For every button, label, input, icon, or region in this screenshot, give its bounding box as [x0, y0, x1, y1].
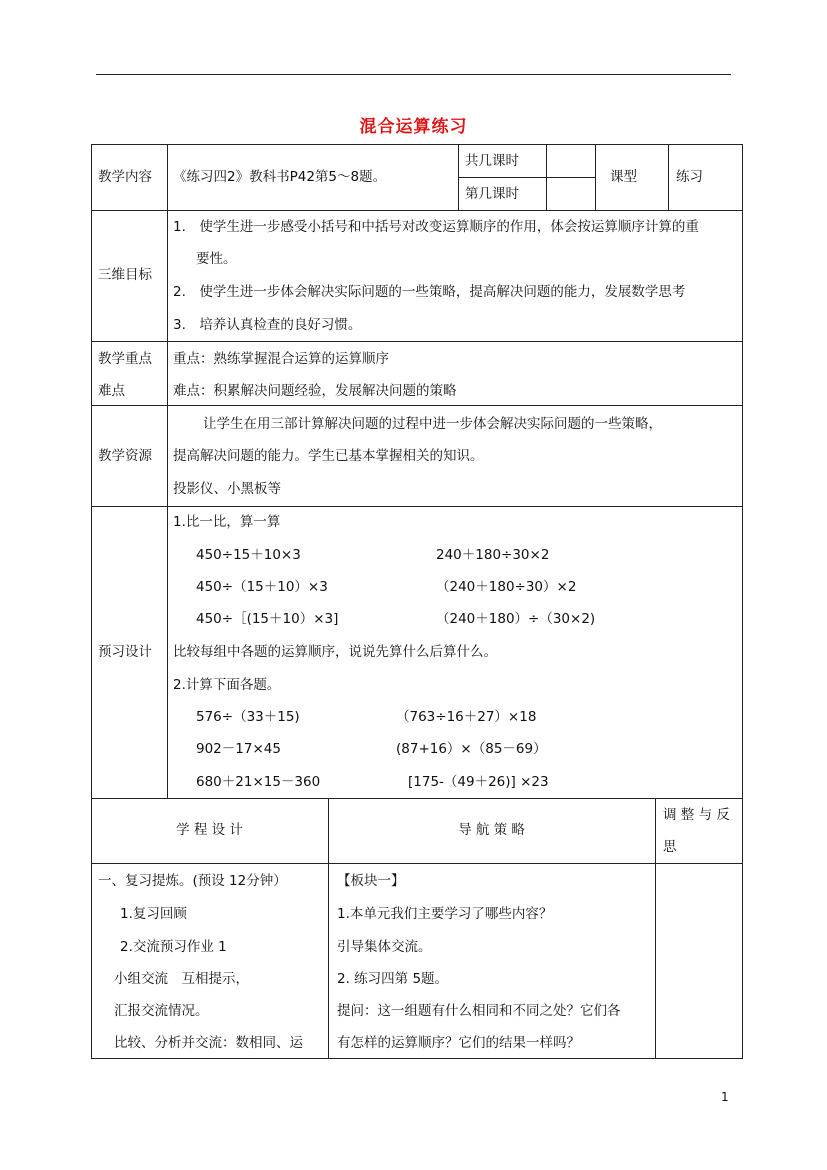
process-left-line: 一、复习提炼。(预设 12分钟） [98, 873, 287, 889]
process-right-line: 1.本单元我们主要学习了哪些内容？ [337, 906, 553, 922]
page-number: 1 [721, 1090, 729, 1104]
process-left-line: 比较、分析并交流：数相同、运 [114, 1035, 303, 1051]
goal-item: 3. 培养认真检查的良好习惯。 [173, 317, 362, 333]
process-right-line: 引导集体交流。 [337, 939, 432, 955]
expression: [175-（49＋26)] ×23 [408, 774, 549, 790]
preview-heading: 1.比一比，算一算 [173, 514, 281, 530]
content-value: 《练习四2》教科书P42第5～8题。 [173, 169, 387, 185]
lesson-type-value: 练习 [676, 169, 703, 185]
resources-line: 投影仪、小黑板等 [173, 481, 281, 497]
which-hour-label: 第几课时 [465, 186, 519, 202]
row-divider [91, 210, 743, 211]
row-divider [91, 405, 743, 406]
expression: （240＋180÷30）×2 [436, 579, 577, 595]
header-rule [96, 74, 731, 75]
process-right-line: 有怎样的运算顺序？它们的结果一样吗？ [337, 1035, 580, 1051]
difficulty-text: 难点：积累解决问题经验，发展解决问题的策略 [173, 383, 457, 399]
process-left-line: 小组交流 互相提示， [114, 971, 249, 987]
difficulty-label: 难点 [98, 383, 125, 399]
col-divider [668, 144, 669, 210]
expression: （240＋180）÷（30×2) [436, 611, 596, 627]
process-right-line: 【板块一】 [337, 873, 405, 889]
resources-line: 提高解决问题的能力。学生已基本掌握相关的知识。 [173, 448, 484, 464]
preview-note: 比较每组中各题的运算顺序，说说先算什么后算什么。 [173, 644, 497, 660]
col-divider [655, 798, 656, 1059]
reflection-col-header: 调 整 与 反 [663, 807, 730, 823]
goal-item: 2. 使学生进一步体会解决实际问题的一些策略，提高解决问题的能力，发展数学思考 [173, 284, 686, 300]
expression: 450÷15＋10×3 [196, 547, 301, 563]
lesson-type-label: 课型 [610, 169, 637, 185]
process-left-line: 1.复习回顾 [120, 906, 187, 922]
strategy-col-header: 导 航 策 略 [458, 822, 525, 838]
preview-label: 预习设计 [98, 644, 152, 660]
expression: 450÷［(15＋10）×3] [196, 611, 339, 627]
goal-item: 1. 使学生进一步感受小括号和中括号对改变运算顺序的作用，体会按运算顺序计算的重 [173, 219, 699, 235]
col-divider [546, 144, 547, 210]
document-title: 混合运算练习 [359, 117, 468, 137]
resources-label: 教学资源 [98, 448, 152, 464]
row-divider [91, 798, 743, 799]
goals-label: 三维目标 [98, 267, 152, 283]
row-divider [458, 177, 595, 178]
expression: 902－17×45 [196, 741, 281, 757]
col-divider [595, 144, 596, 210]
reflection-col-header: 思 [663, 839, 677, 855]
preview-heading: 2.计算下面各题。 [173, 677, 281, 693]
row-divider [91, 506, 743, 507]
expression: 576÷（33＋15) [196, 709, 300, 725]
focus-label: 教学重点 [98, 351, 152, 367]
process-left-line: 汇报交流情况。 [114, 1003, 209, 1019]
expression: (87+16）×（85－69） [396, 741, 547, 757]
design-col-header: 学 程 设 计 [176, 822, 243, 838]
expression: （763÷16＋27）×18 [396, 709, 537, 725]
process-right-line: 提问：这一组题有什么相同和不同之处？它们各 [337, 1003, 621, 1019]
goal-item: 要性。 [196, 251, 237, 267]
expression: 450÷（15＋10）×3 [196, 579, 328, 595]
row-divider [91, 341, 743, 342]
process-right-line: 2. 练习四第 5题。 [337, 971, 449, 987]
resources-line: 让学生在用三部计算解决问题的过程中进一步体会解决实际问题的一些策略， [203, 416, 662, 432]
content-label: 教学内容 [98, 169, 152, 185]
key-point: 重点：熟练掌握混合运算的运算顺序 [173, 351, 389, 367]
process-left-line: 2.交流预习作业 1 [120, 939, 227, 955]
expression: 680＋21×15－360 [196, 774, 321, 790]
total-hours-label: 共几课时 [465, 153, 519, 169]
expression: 240＋180÷30×2 [436, 547, 550, 563]
row-divider [91, 863, 743, 864]
col-divider [458, 144, 459, 210]
col-divider [167, 144, 168, 798]
